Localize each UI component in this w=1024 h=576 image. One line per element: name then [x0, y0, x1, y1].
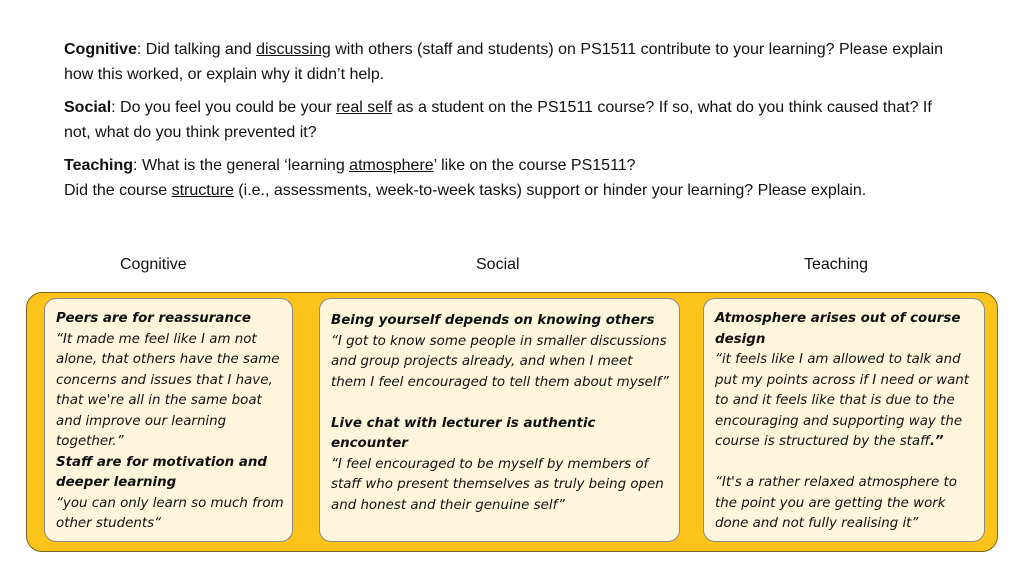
spacer — [715, 453, 976, 474]
cognitive-question-label: Cognitive — [64, 41, 137, 58]
social-question — [64, 96, 944, 145]
teaching-quote-1: “it feels like I am allowed to talk and put my points across if I need or want to and it feels like that is due to the encouraging and supporting way the course is structured by the staff — [715, 352, 970, 449]
cognitive-theme-2: Staff are for motivation and deeper learning — [56, 454, 268, 490]
teaching-quote-1-wrap — [715, 350, 976, 453]
social-question-keyword: real self — [336, 99, 393, 116]
social-theme-2: Live chat with lecturer is authentic encounter — [331, 415, 596, 451]
teaching-quote-2: “It's a rather relaxed atmosphere to the point you are getting the work done and not fully realising it” — [715, 475, 957, 531]
cognitive-question-keyword: discussing — [256, 41, 331, 58]
cognitive-question — [64, 38, 944, 87]
teaching-question-line2-keyword: structure — [171, 181, 234, 199]
teaching-question — [64, 154, 944, 203]
cognitive-quote-2: “you can only learn so much from other students“ — [56, 495, 284, 531]
social-quote-2: “I feel encouraged to be myself by members of staff who present themselves as truly being open and honest and their genuine self” — [331, 456, 664, 513]
teaching-question-keyword: atmosphere — [349, 157, 434, 174]
teaching-theme-1: Atmosphere arises out of course design — [715, 311, 961, 347]
cognitive-theme-1: Peers are for reassurance — [56, 311, 251, 326]
social-question-text-a: : Do you feel you could be your — [111, 99, 337, 116]
spacer — [331, 393, 671, 414]
column-heading-social: Social — [476, 256, 520, 273]
teaching-question-text-a: : What is the general ‘learning — [133, 157, 350, 174]
social-card — [319, 298, 680, 542]
social-quote-1: “I got to know some people in smaller discussions and group projects already, and when I meet them I feel encouraged to tell them about myself” — [331, 333, 669, 390]
social-theme-1: Being yourself depends on knowing others — [331, 313, 655, 328]
column-heading-cognitive: Cognitive — [120, 256, 187, 273]
cognitive-card — [44, 298, 293, 542]
teaching-question-label: Teaching — [64, 157, 134, 174]
column-heading-teaching: Teaching — [804, 256, 869, 273]
cognitive-question-text-b: with others (staff and students) on PS1511 contribute to your learning? Please explain how this worked, or explain why it didn’t help. — [64, 41, 944, 83]
cognitive-quote-1: “It made me feel like I am not alone, that others have the same concerns and issues that I have, that we're all in the same boat and improve our learning together.” — [56, 331, 280, 449]
teaching-card — [703, 298, 985, 542]
cognitive-question-text-a: : Did talking and — [136, 41, 257, 58]
teaching-question-text-b: ’ like on the course PS1511? — [433, 157, 636, 174]
social-question-label: Social — [64, 99, 112, 116]
social-question-text-b: as a student on the PS1511 course? If so, what do you think caused that? If not, what do you think prevented it? — [64, 99, 932, 141]
teaching-question-line2-a: Did the course — [64, 181, 172, 199]
teaching-question-line2-b: (i.e., assessments, week-to-week tasks) support or hinder your learning? Please explain. — [233, 181, 867, 199]
teaching-quote-1-end: .” — [929, 434, 944, 449]
